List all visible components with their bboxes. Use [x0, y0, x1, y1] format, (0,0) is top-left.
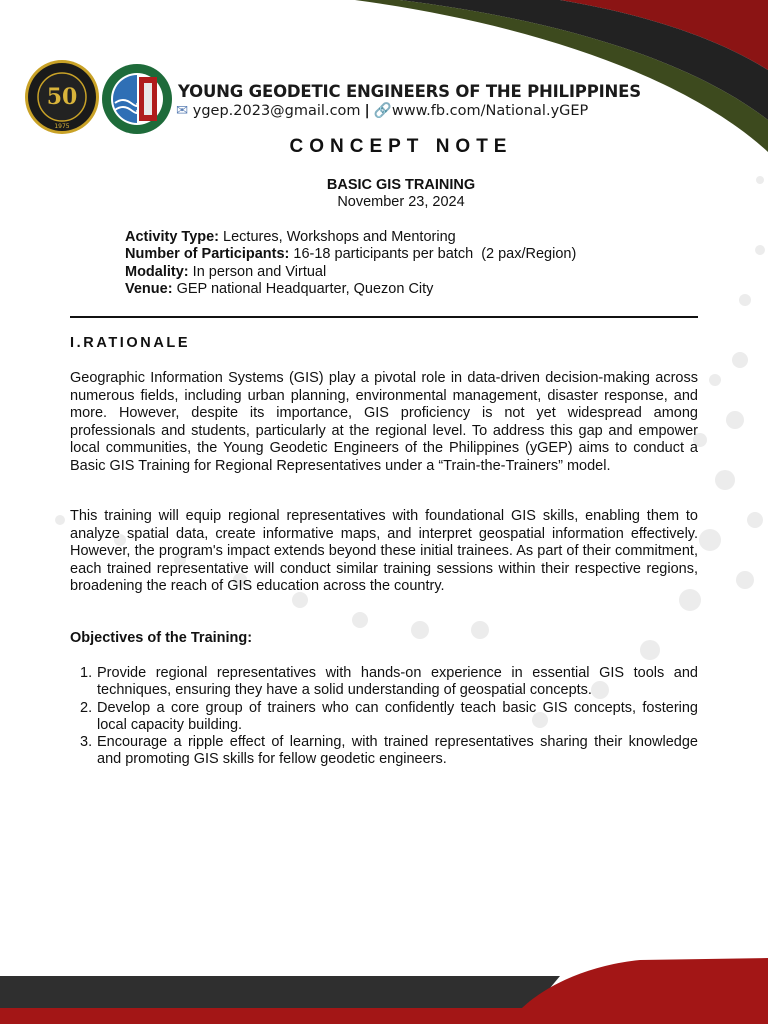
- contact-separator: |: [364, 103, 370, 119]
- document-subtitle-block: [0, 177, 768, 211]
- training-title: BASIC GIS TRAINING: [326, 177, 476, 193]
- rationale-heading: I.RATIONALE: [70, 335, 191, 351]
- anniversary-seal-logo: [24, 59, 100, 135]
- rationale-paragraph-2: This training will equip regional representatives with foundational GIS skills, enabling them to analyze spatial data, create informative maps, and interpret geospatial information effectively. However, the program's impact extends beyond these initial trainees. As part of their commitment, each trained representative will conduct similar training sessions within their respective regions, broadening the reach of GIS education across the country.: [70, 508, 698, 594]
- section-divider: [70, 316, 698, 318]
- organization-name: YOUNG GEODETIC ENGINEERS OF THE PHILIPPINES: [178, 82, 641, 101]
- list-item: 3. Encourage a ripple effect of learning, with trained representatives sharing their knowledge and promoting GIS skills for fellow geodetic engineers.: [80, 734, 698, 768]
- envelope-icon: ✉: [176, 103, 189, 119]
- bottom-red-band: [0, 1008, 768, 1024]
- bottom-red-curve: [520, 958, 768, 1010]
- activity-details: [125, 229, 576, 298]
- rationale-paragraph-1: Geographic Information Systems (GIS) play a pivotal role in data-driven decision-making across numerous fields, including urban planning, environmental management, disaster response, and more. However, despite its importance, GIS proficiency is not yet widespread among professionals and students, particularly at the regional level. To address this gap and empower local communities, the Young Geodetic Engineers of the Philippines (yGEP) aims to conduct a Basic GIS Training for Regional Representatives under a “Train-the-Trainers” model.: [70, 370, 698, 474]
- detail-modality: Modality: In person and Virtual: [125, 263, 327, 280]
- training-date: November 23, 2024: [337, 194, 465, 210]
- objectives-heading: Objectives of the Training:: [70, 630, 253, 646]
- seal-50-text: 50: [46, 84, 78, 110]
- document-title: CONCEPT NOTE: [289, 136, 513, 157]
- organization-seal-logo: [101, 63, 173, 135]
- detail-participants: Number of Participants: 16-18 participants per batch (2 pax/Region): [125, 246, 577, 263]
- seal-year-text: 1975: [54, 123, 70, 130]
- facebook-link[interactable]: www.fb.com/National.yGEP: [391, 103, 589, 119]
- contact-line: [176, 102, 588, 119]
- link-icon: 🔗: [373, 103, 392, 119]
- list-item: 2. Develop a core group of trainers who can confidently teach basic GIS concepts, fostering local capacity building.: [80, 699, 698, 733]
- detail-activity-type: Activity Type: Lectures, Workshops and Mentoring: [125, 229, 456, 245]
- objectives-list: [70, 665, 698, 769]
- email-link[interactable]: ygep.2023@gmail.com: [192, 103, 361, 119]
- list-item: 1. Provide regional representatives with hands-on experience in essential GIS tools and techniques, ensuring they have a solid understanding of geospatial concepts.: [80, 665, 698, 699]
- detail-venue: Venue: GEP national Headquarter, Quezon City: [125, 280, 434, 297]
